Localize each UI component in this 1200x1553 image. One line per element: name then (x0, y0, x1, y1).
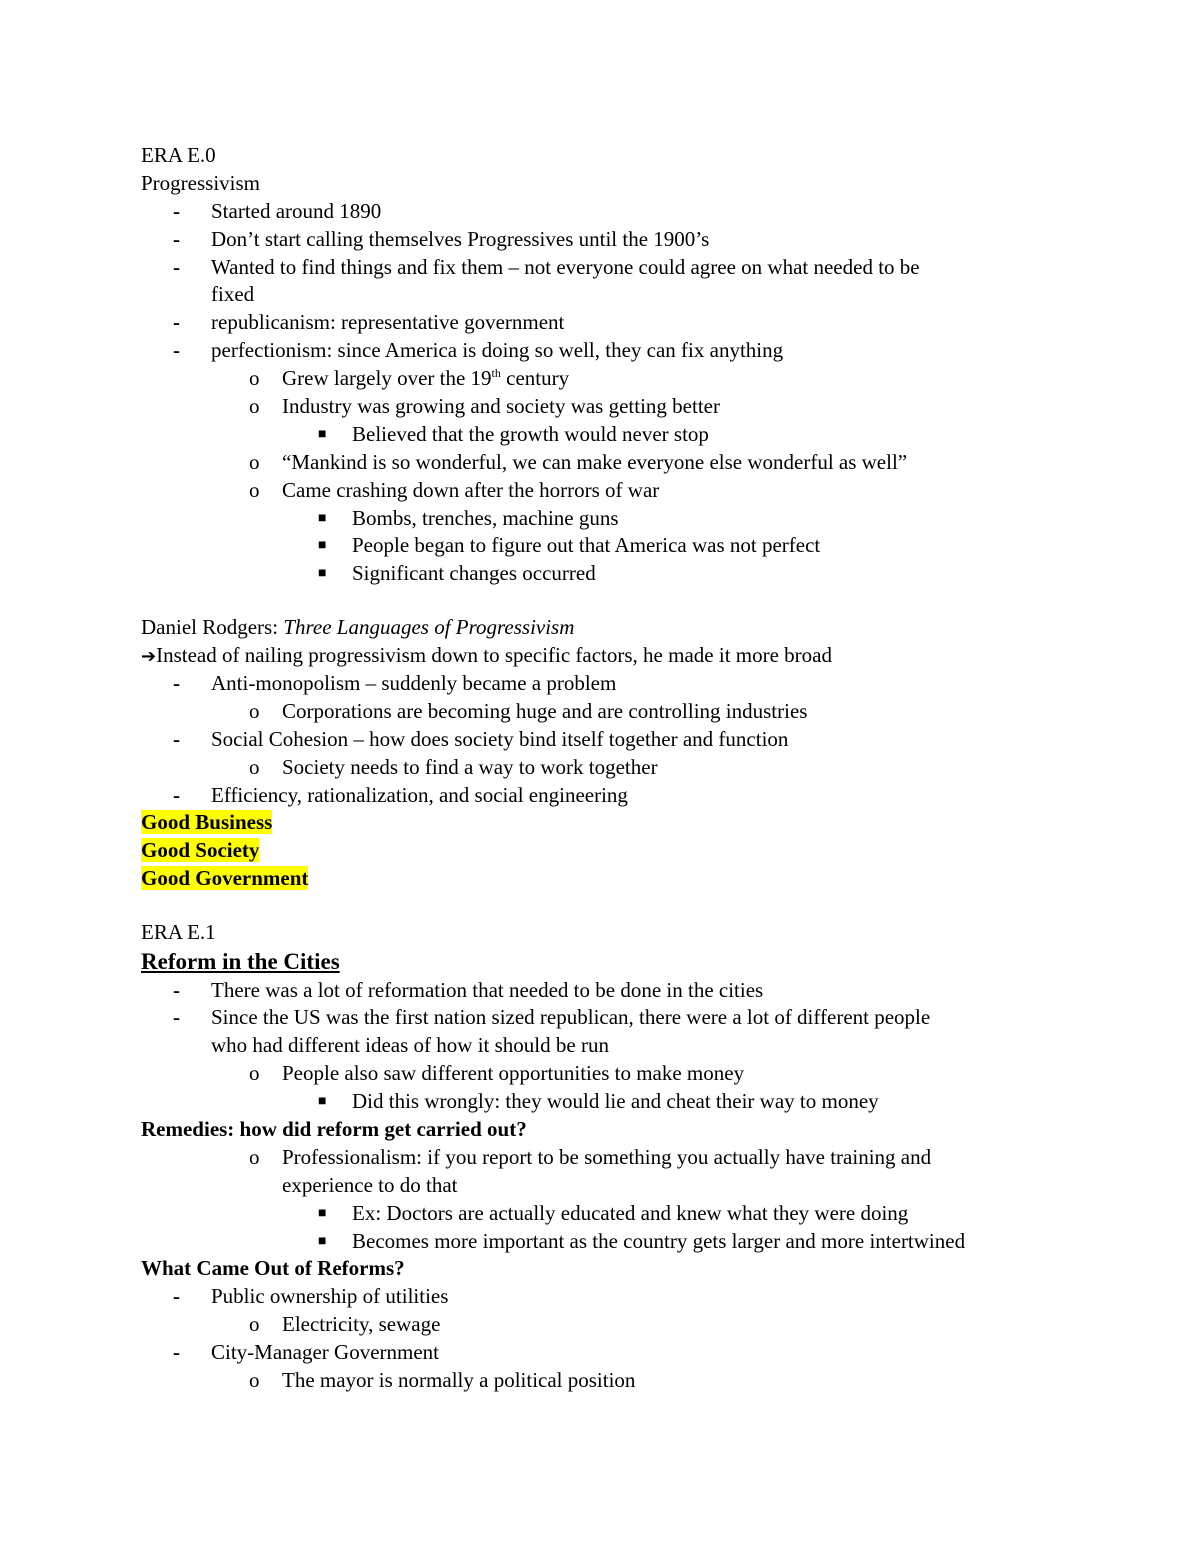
highlight-line (141, 809, 1101, 837)
sub-sub-list-item: ■ People began to figure out that America was not perfect (141, 532, 1101, 560)
square-bullet: ■ (318, 1094, 327, 1110)
sub-sub-list-item: ■ Bombs, trenches, machine guns (141, 505, 1101, 533)
list-item-continuation: experience to do that (282, 1172, 458, 1197)
sub-sub-list-item: ■ Ex: Doctors are actually educated and knew what they were doing (141, 1200, 1101, 1228)
dash-bullet: - (173, 1284, 180, 1309)
list-item: - Social Cohesion – how does society bind itself together and function (141, 726, 1101, 754)
era-label: ERA E.0 (141, 143, 216, 167)
list-item: - perfectionism: since America is doing so well, they can fix anything (141, 337, 1101, 365)
highlighted-text: Good Business (141, 810, 273, 835)
list-item: - There was a lot of reformation that needed to be done in the cities (141, 977, 1101, 1005)
list-item: - Anti-monopolism – suddenly became a problem (141, 670, 1101, 698)
list-item: - Don’t start calling themselves Progressives until the 1900’s (141, 226, 1101, 254)
circle-bullet: o (249, 366, 260, 391)
author-line: Daniel Rodgers: Three Languages of Progressivism (141, 615, 575, 640)
sub-list-item: o People also saw different opportunities to make money (141, 1060, 1101, 1088)
sub-list-item: o Corporations are becoming huge and are controlling industries (141, 698, 1101, 726)
circle-bullet: o (249, 1312, 260, 1337)
list-item: - Wanted to find things and fix them – not everyone could agree on what needed to be (141, 254, 1101, 282)
outcomes-heading: What Came Out of Reforms? (141, 1256, 405, 1281)
list-item: - republicanism: representative government (141, 309, 1101, 337)
intro-line: ➔Instead of nailing progressivism down to specific factors, he made it more broad (141, 643, 832, 668)
square-bullet: ■ (318, 538, 327, 554)
square-bullet: ■ (318, 1205, 327, 1221)
dash-bullet: - (173, 338, 180, 363)
book-title: Three Languages of Progressivism (283, 615, 575, 640)
section-title: Progressivism (141, 170, 261, 195)
sub-sub-list-item: ■ Significant changes occurred (141, 560, 1101, 588)
dash-bullet: - (173, 310, 180, 335)
square-bullet: ■ (318, 510, 327, 526)
highlight-line (141, 837, 1101, 865)
sub-list-item: o Society needs to find a way to work together (141, 754, 1101, 782)
sub-list-item: o The mayor is normally a political position (141, 1367, 1101, 1395)
era-label: ERA E.1 (141, 920, 216, 945)
circle-bullet: o (249, 394, 260, 419)
circle-bullet: o (249, 754, 260, 779)
list-item: - City-Manager Government (141, 1339, 1101, 1367)
square-bullet: ■ (318, 426, 327, 442)
highlight-line (141, 865, 1101, 893)
list-item: - Efficiency, rationalization, and social engineering (141, 782, 1101, 810)
list-item-continuation: who had different ideas of how it should be run (211, 1033, 609, 1058)
sub-sub-list-item: ■ Becomes more important as the country gets larger and more intertwined (141, 1228, 1101, 1256)
notes-content (141, 142, 1101, 1395)
list-item-continuation: fixed (211, 282, 255, 307)
circle-bullet: o (249, 1061, 260, 1086)
list-item: - Since the US was the first nation sized republican, there were a lot of different people (141, 1004, 1101, 1032)
circle-bullet: o (249, 477, 260, 502)
sub-list-item: o Electricity, sewage (141, 1311, 1101, 1339)
remedies-heading: Remedies: how did reform get carried out? (141, 1117, 527, 1141)
sub-list-item: o “Mankind is so wonderful, we can make everyone else wonderful as well” (141, 449, 1101, 477)
circle-bullet: o (249, 698, 260, 723)
dash-bullet: - (173, 254, 180, 279)
circle-bullet: o (249, 1368, 260, 1393)
circle-bullet: o (249, 1144, 260, 1169)
sub-list-item: o Came crashing down after the horrors of war (141, 477, 1101, 505)
dash-bullet: - (173, 726, 180, 751)
sub-list-item: o Professionalism: if you report to be something you actually have training and (141, 1144, 1101, 1172)
dash-bullet: - (173, 782, 180, 807)
square-bullet: ■ (318, 1233, 327, 1249)
dash-bullet: - (173, 1340, 180, 1365)
list-item: - Started around 1890 (141, 198, 1101, 226)
dash-bullet: - (173, 226, 180, 251)
dash-bullet: - (173, 198, 180, 223)
sub-sub-list-item: ■ Did this wrongly: they would lie and cheat their way to money (141, 1088, 1101, 1116)
sub-list-item: o Industry was growing and society was getting better (141, 393, 1101, 421)
list-item: - Public ownership of utilities (141, 1283, 1101, 1311)
highlighted-text: Good Government (141, 866, 309, 891)
sub-sub-list-item: ■ Believed that the growth would never stop (141, 421, 1101, 449)
dash-bullet: - (173, 671, 180, 696)
arrow-icon: ➔ (141, 646, 157, 668)
section-title: Reform in the Cities (141, 949, 340, 975)
square-bullet: ■ (318, 566, 327, 582)
sub-list-item: o Grew largely over the 19th century (141, 365, 1101, 393)
highlighted-text: Good Society (141, 838, 260, 863)
dash-bullet: - (173, 1005, 180, 1030)
circle-bullet: o (249, 449, 260, 474)
dash-bullet: - (173, 977, 180, 1002)
